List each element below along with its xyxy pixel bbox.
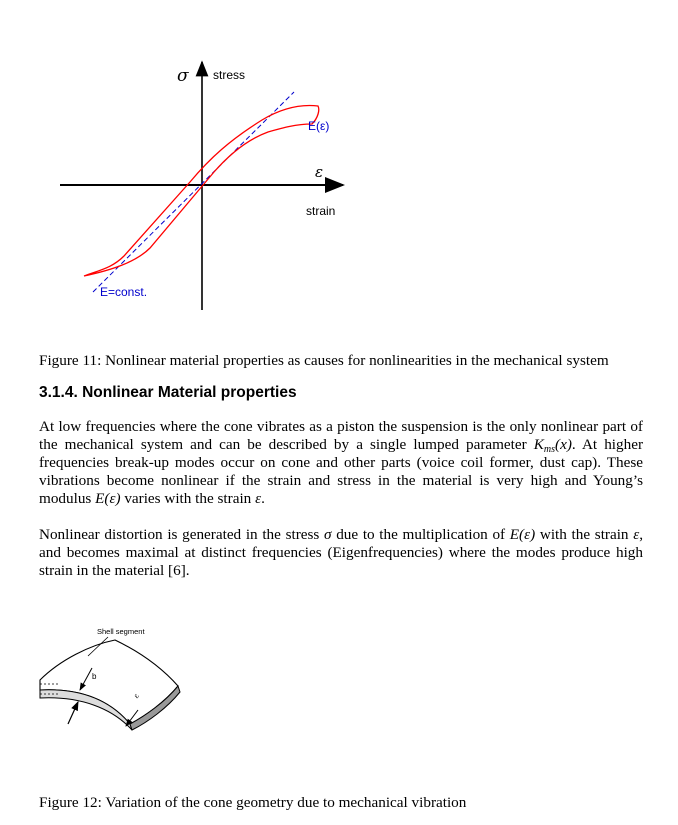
figure-11-caption: Figure 11: Nonlinear material properties as causes for nonlinearities in the mechanical system bbox=[39, 352, 609, 369]
k-ms-symbol: $K_{ms}(x)$ bbox=[533, 436, 572, 455]
sigma-symbol: σ bbox=[177, 66, 189, 86]
figure-12-caption: Figure 12: Variation of the cone geometry due to mechanical vibration bbox=[39, 794, 467, 811]
stress-label: stress bbox=[213, 68, 246, 82]
para2-text-1: Nonlinear distortion is generated in the stress bbox=[39, 526, 325, 543]
b-label: b bbox=[92, 672, 97, 681]
paragraph-2 bbox=[39, 526, 643, 580]
paragraph-1: At low frequencies where the cone vibrates as a piston the suspension is the only nonlinear part of the mechanical system and can be described by a single lumped parameter $K_{ms}(x)$. At higher frequencies break-up modes occur on cone and other parts (voice coil former, dust cap). These vibrations become nonlinear if the strain and stress in the material is very high and Young’s modulus E(ε) varies with the strain ε. bbox=[39, 418, 643, 507]
section-heading: 3.1.4. Nonlinear Material properties bbox=[39, 384, 297, 401]
figure-11-stress-strain-diagram bbox=[0, 0, 678, 320]
epsilon-inline-2: ε bbox=[633, 526, 640, 543]
econst-label: E=const. bbox=[100, 285, 148, 299]
para1-text-3: varies with the strain bbox=[120, 490, 256, 507]
para2-text-2: due to the multiplication of bbox=[331, 526, 510, 543]
figure-12-shell-segment-diagram bbox=[0, 610, 678, 750]
e-of-epsilon-label: E(ε) bbox=[308, 119, 330, 133]
para2-text-4: , and becomes maximal at distinct frequencies (Eigenfrequencies) where the modes produce high strain in the material [6]. bbox=[39, 526, 644, 579]
strain-label: strain bbox=[306, 204, 336, 218]
e-function-2: E(ε) bbox=[509, 526, 536, 543]
sigma-inline: σ bbox=[324, 526, 332, 543]
para1-text-2: . At higher frequencies break-up modes occur on cone and other parts (voice coil former, dust cap). These vibrations become nonlinear if the strain and stress in the material is very high and Young’s modulus bbox=[39, 436, 643, 507]
epsilon-symbol: ε bbox=[315, 163, 324, 181]
epsilon-segment-label: ε bbox=[132, 692, 141, 700]
shell-segment-label: Shell segment bbox=[97, 627, 145, 636]
epsilon-inline: ε bbox=[255, 490, 262, 507]
econst-dashed-line bbox=[93, 92, 294, 292]
e-function: E(ε) bbox=[95, 490, 121, 507]
para2-text-3: with the strain bbox=[535, 526, 634, 543]
para1-text-1: At low frequencies where the cone vibrates as a piston the suspension is the only nonlinear part of the mechanical system and can be described by a single lumped parameter bbox=[39, 418, 643, 453]
